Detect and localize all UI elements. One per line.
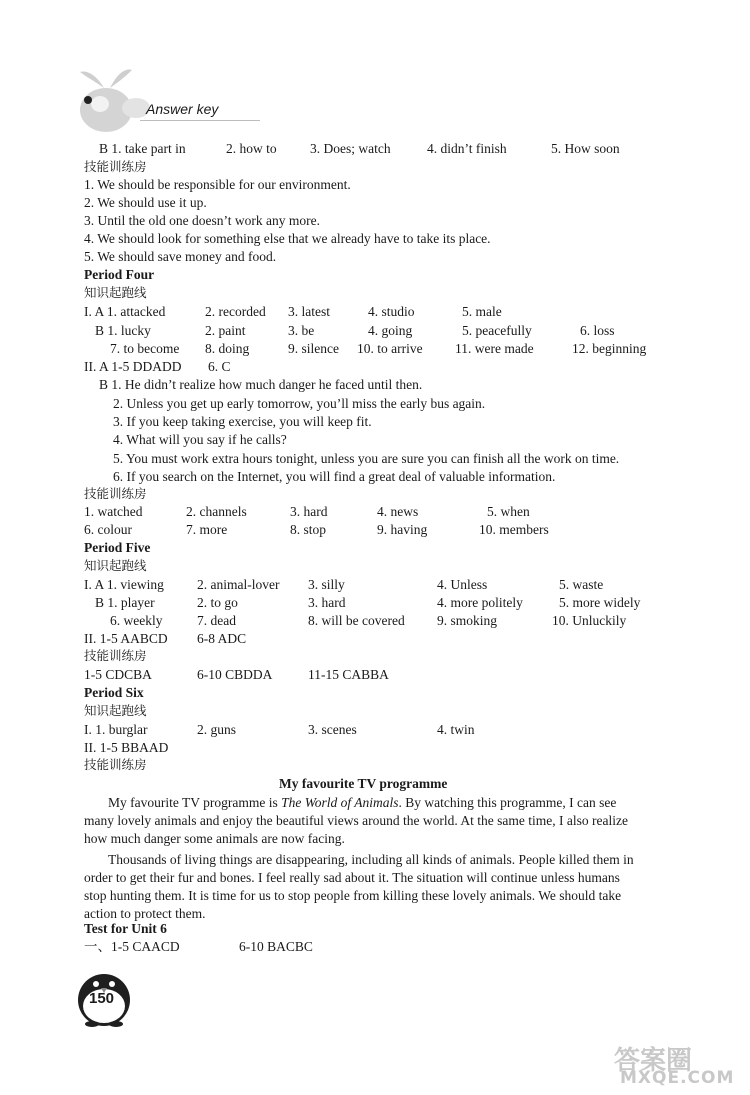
answer-item: II. 1-5 BBAAD (84, 740, 169, 755)
answer-item: I. A 1. viewing (84, 577, 164, 592)
answer-item: 3. scenes (308, 722, 357, 737)
answer-item: 8. will be covered (308, 613, 405, 628)
page-number: 150 (89, 990, 115, 1007)
sentence: 5. We should save money and food. (84, 249, 277, 264)
answer-item: 11. were made (455, 341, 534, 356)
answer-item: II. 1-5 AABCD (84, 631, 168, 646)
answer-item: 4. Unless (437, 577, 488, 592)
answer-item: 5. How soon (551, 141, 620, 156)
watermark-logo: 答案圈 (614, 1046, 693, 1076)
skills-label: 技能训练房 (84, 486, 147, 501)
answer-item: 2. recorded (205, 304, 266, 319)
essay-programme-name: The World of Animals (281, 795, 399, 810)
start-label: 知识起跑线 (84, 558, 147, 573)
answer-item: 5. when (487, 504, 530, 519)
answer-item: 3. hard (308, 595, 346, 610)
sentence: 2. Unless you get up early tomorrow, you’ll miss the early bus again. (113, 396, 486, 411)
sentence: 5. You must work extra hours tonight, unless you are sure you can finish all the work on time. (113, 451, 620, 466)
answer-item: 6. C (208, 359, 231, 374)
answer-item: 10. members (479, 522, 549, 537)
answer-item: I. A 1. attacked (84, 304, 166, 319)
answer-item: 9. having (377, 522, 428, 537)
answer-item: 8. stop (290, 522, 327, 537)
sentence: 3. If you keep taking exercise, you will keep fit. (113, 414, 372, 429)
sentence: 3. Until the old one doesn’t work any more. (84, 213, 320, 228)
answer-item: 3. be (288, 323, 315, 338)
answer-item: 4. going (368, 323, 413, 338)
period-five-title: Period Five (84, 540, 151, 555)
answer-item: 7. dead (197, 613, 236, 628)
answer-item: 5. more widely (559, 595, 641, 610)
sentence: 2. We should use it up. (84, 195, 207, 210)
answer-item: B 1. take part in (99, 141, 186, 156)
answer-item: 3. latest (288, 304, 330, 319)
sentence: 4. What will you say if he calls? (113, 432, 287, 447)
essay-paragraph-2: Thousands of living things are disappearing, including all kinds of animals. People killed them in order to get their fur and bones. I feel really sad about it. The situation will continue unless humans stop hunting them. It is time for us to stop people from killing these lovely animals. We should take action to protect them. (84, 851, 634, 922)
answer-item: 5. peacefully (462, 323, 532, 338)
answer-item: 5. male (462, 304, 502, 319)
answer-item: 10. Unluckily (552, 613, 627, 628)
sentence: 4. We should look for something else that we already have to take its place. (84, 231, 491, 246)
answer-item: 3. silly (308, 577, 345, 592)
skills-label: 技能训练房 (84, 159, 147, 174)
answer-item: 4. news (377, 504, 419, 519)
period-six-title: Period Six (84, 685, 144, 700)
answer-item: 4. studio (368, 304, 415, 319)
answer-item: 7. to become (110, 341, 180, 356)
essay-paragraph-1 (84, 794, 636, 849)
sentence: B 1. He didn’t realize how much danger he faced until then. (99, 377, 423, 392)
answer-item: 2. paint (205, 323, 246, 338)
answer-item: 8. doing (205, 341, 250, 356)
answer-item: 11-15 CABBA (308, 667, 389, 682)
sentence: 1. We should be responsible for our environment. (84, 177, 351, 192)
answer-item: 9. smoking (437, 613, 498, 628)
answer-item: 1. watched (84, 504, 143, 519)
answer-item: 3. Does; watch (310, 141, 391, 156)
start-label: 知识起跑线 (84, 703, 147, 718)
test-title: Test for Unit 6 (84, 921, 167, 936)
answer-item: B 1. lucky (95, 323, 151, 338)
answer-item: 2. how to (226, 141, 277, 156)
answer-item: 2. channels (186, 504, 247, 519)
answer-item: II. A 1-5 DDADD (84, 359, 182, 374)
answer-item: I. 1. burglar (84, 722, 148, 737)
answer-item: 7. more (186, 522, 228, 537)
header-rule (140, 120, 260, 121)
skills-label: 技能训练房 (84, 757, 147, 772)
start-label: 知识起跑线 (84, 285, 147, 300)
essay-text: . By watching this programme, I can see many lovely animals and enjoy the beautiful views around the world. At the same time, I also realize how much danger some animals are now facing. (84, 795, 628, 847)
essay-text: My favourite TV programme is (108, 795, 282, 810)
answer-item: 5. waste (559, 577, 604, 592)
answer-item: 4. didn’t finish (427, 141, 507, 156)
answer-item: 10. to arrive (357, 341, 423, 356)
answer-item: 6. colour (84, 522, 132, 537)
answer-item: 9. silence (288, 341, 339, 356)
answer-item: 4. twin (437, 722, 475, 737)
answer-item: B 1. player (95, 595, 155, 610)
answer-item: 3. hard (290, 504, 328, 519)
answer-item: 6-10 CBDDA (197, 667, 273, 682)
answer-item: 12. beginning (572, 341, 647, 356)
answer-item: 6. loss (580, 323, 615, 338)
period-four-title: Period Four (84, 267, 155, 282)
answer-item: 6-10 BACBC (239, 939, 313, 954)
answer-item: 6. weekly (110, 613, 163, 628)
skills-label: 技能训练房 (84, 648, 147, 663)
answer-item: 4. more politely (437, 595, 523, 610)
answer-item: 2. animal-lover (197, 577, 280, 592)
essay-title: My favourite TV programme (279, 776, 448, 791)
sentence: 6. If you search on the Internet, you will find a great deal of valuable information. (113, 469, 556, 484)
essay-body (84, 794, 636, 923)
header-title: Answer key (146, 101, 219, 117)
header-apple-logo (66, 64, 166, 134)
answer-item: 1-5 CDCBA (84, 667, 152, 682)
watermark-url: MXQE.COM (620, 1068, 735, 1088)
answer-item: 2. guns (197, 722, 237, 737)
answer-item: 6-8 ADC (197, 631, 247, 646)
answer-item: 2. to go (197, 595, 238, 610)
answer-item: 一、1-5 CAACD (84, 939, 180, 954)
